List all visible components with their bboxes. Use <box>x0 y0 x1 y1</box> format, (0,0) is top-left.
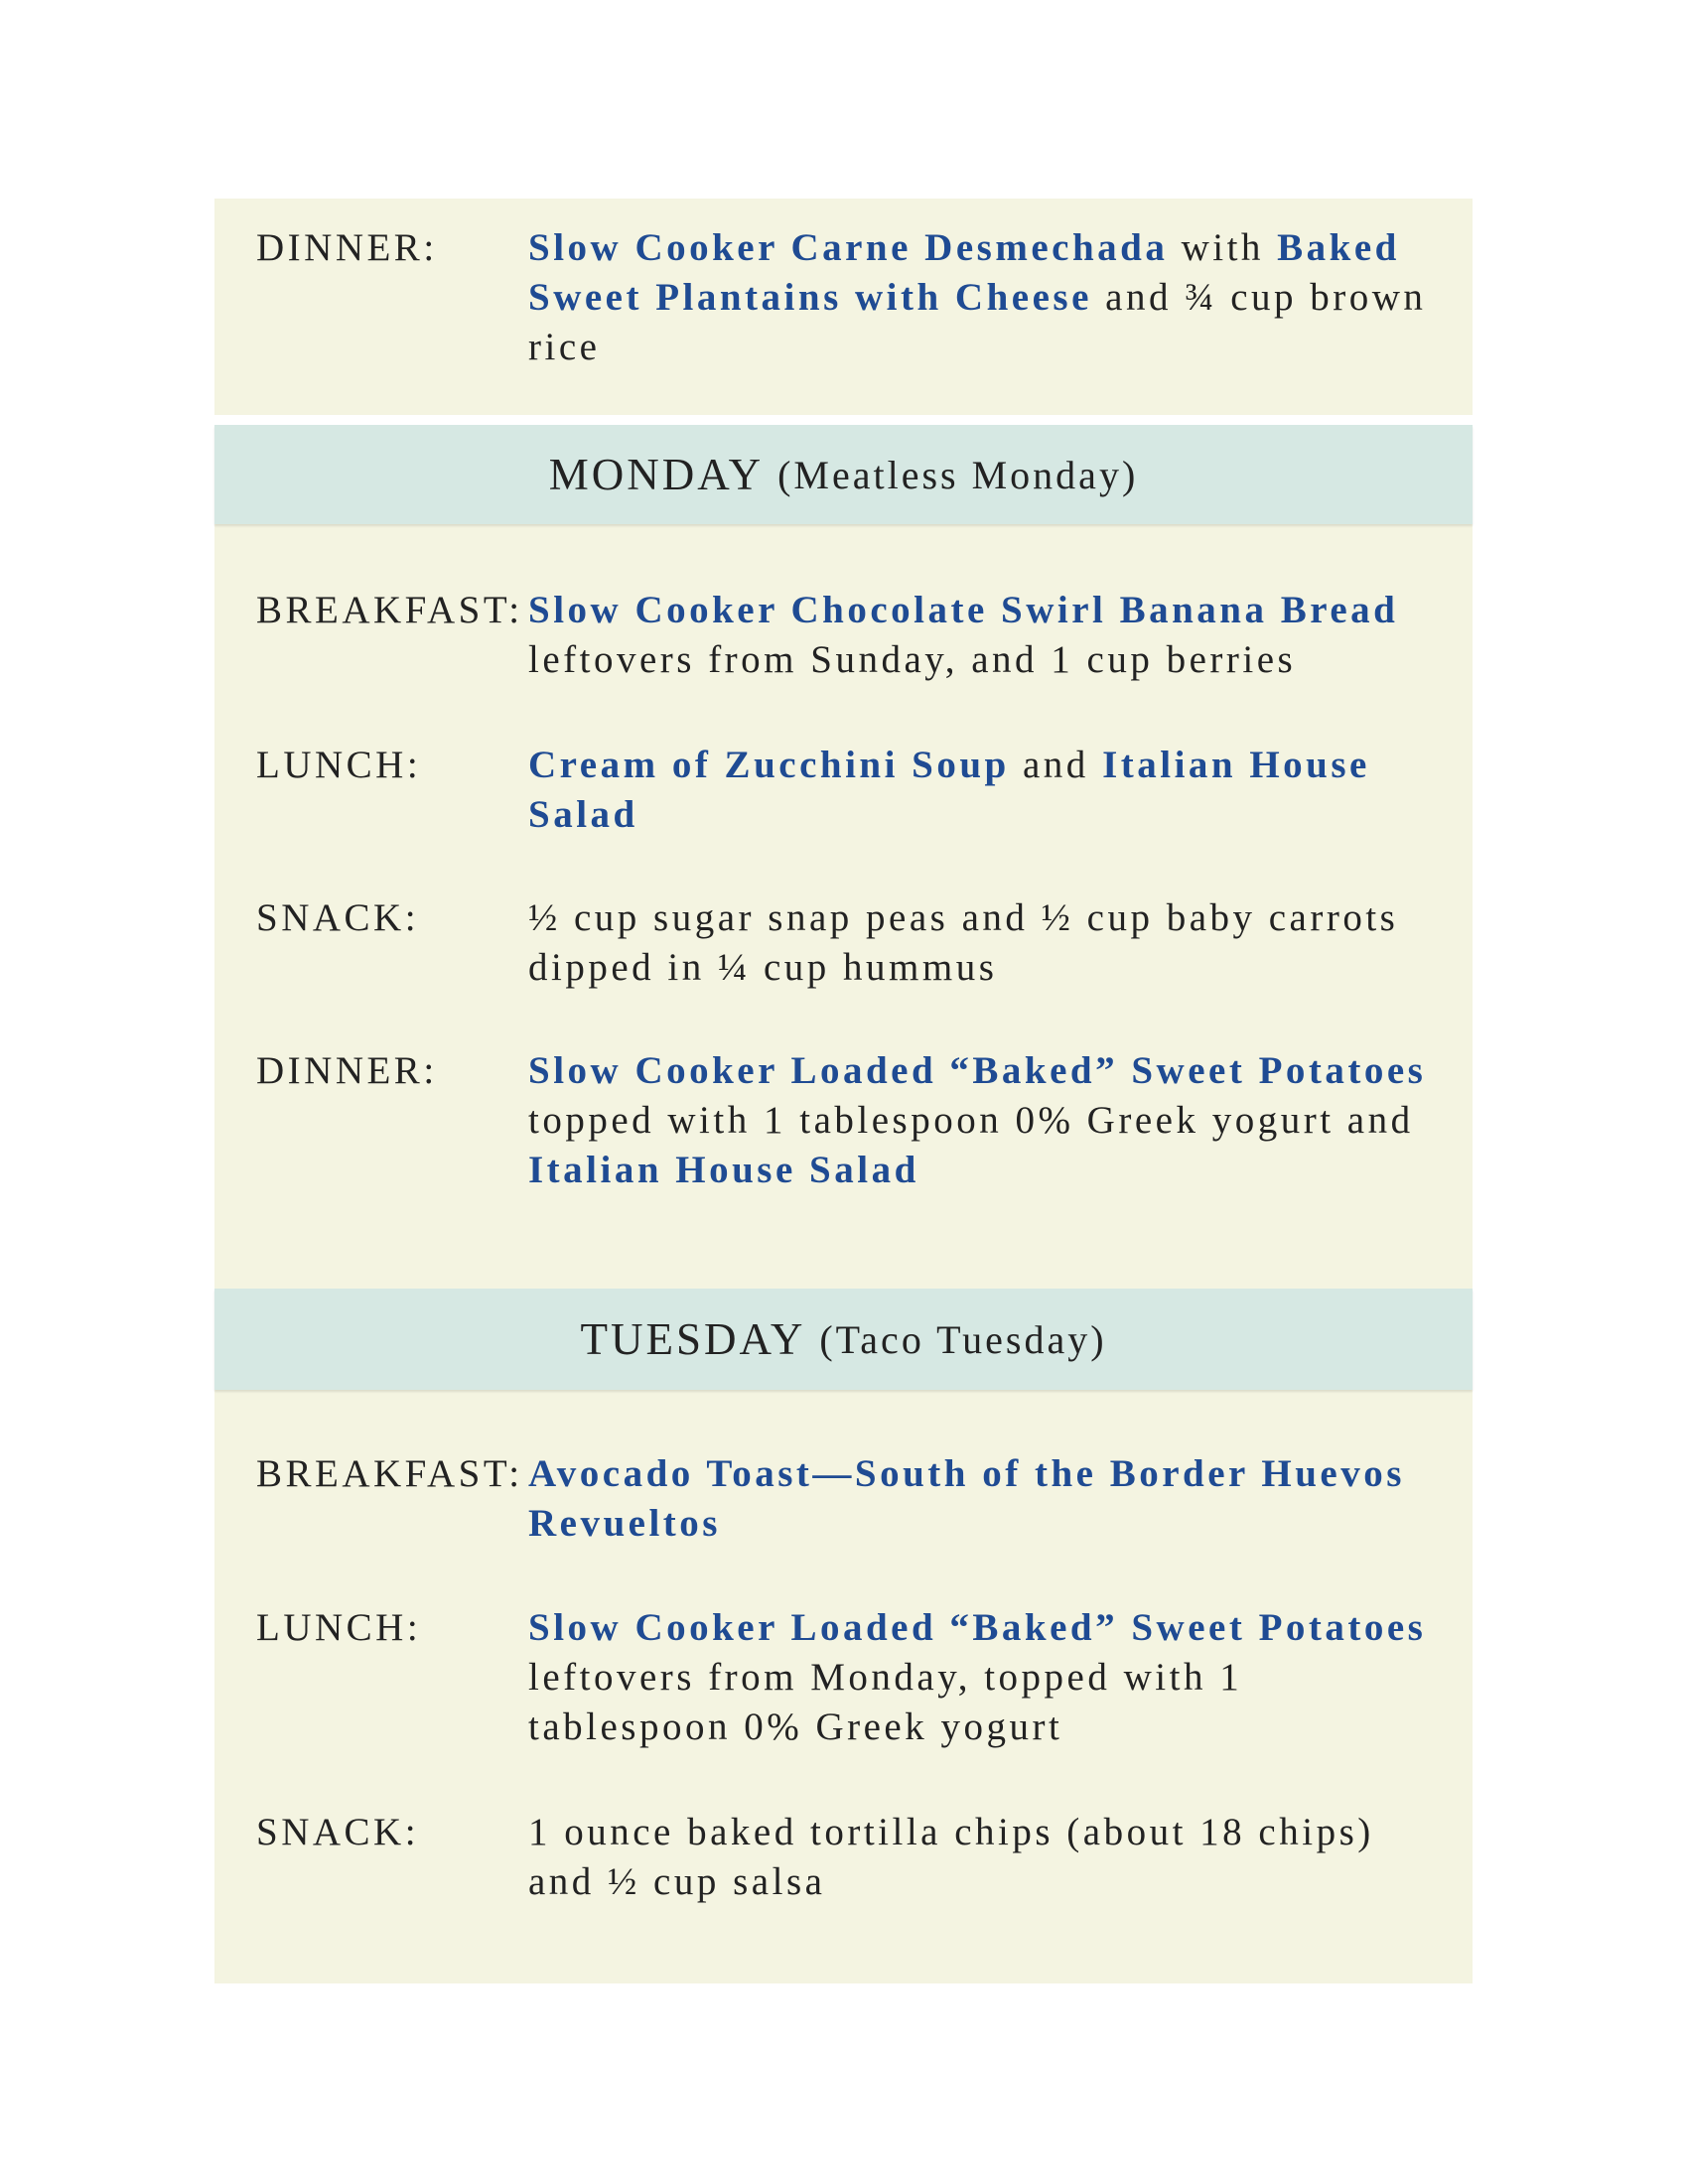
meal-row-snack <box>214 893 1473 993</box>
meal-row-lunch <box>214 1603 1473 1752</box>
meal-text-part: and ¾ cup brown rice <box>528 276 1427 368</box>
meal-description <box>528 223 1473 372</box>
day-name: TUESDAY <box>580 1314 806 1364</box>
tuesday-meal-block <box>214 1390 1473 1983</box>
meal-text-part: and <box>1009 744 1103 786</box>
section-gap <box>214 415 1473 425</box>
recipe-link[interactable]: Avocado Toast—South of the Border Huevos Revueltos <box>528 1452 1405 1545</box>
meal-label: BREAKFAST: <box>256 1452 523 1495</box>
meal-description <box>528 586 1473 685</box>
meal-label: BREAKFAST: <box>256 589 523 631</box>
day-theme: (Meatless Monday) <box>777 452 1139 497</box>
recipe-link[interactable]: Slow Cooker Loaded “Baked” Sweet Potatoes <box>528 1606 1427 1649</box>
intro-meal-block <box>214 199 1473 415</box>
meal-description <box>528 1046 1473 1195</box>
meal-row-lunch <box>214 741 1473 840</box>
recipe-link[interactable]: Italian House Salad <box>528 1149 919 1191</box>
meal-description <box>528 741 1473 840</box>
meal-description <box>528 1449 1473 1549</box>
meal-row-dinner <box>214 199 1473 372</box>
recipe-link[interactable]: Slow Cooker Loaded “Baked” Sweet Potatoes <box>528 1049 1427 1092</box>
meal-description: 1 ounce baked tortilla chips (about 18 chips) and ½ cup salsa <box>528 1811 1374 1903</box>
recipe-link[interactable]: Slow Cooker Carne Desmechada <box>528 226 1169 269</box>
recipe-link[interactable]: Italian House Salad <box>528 744 1370 836</box>
meal-text-part: topped with 1 tablespoon 0% Greek yogurt and <box>528 1099 1414 1142</box>
meal-row-breakfast <box>214 1449 1473 1549</box>
meal-row-snack <box>214 1808 1473 1907</box>
meal-label: SNACK: <box>256 1811 420 1853</box>
day-theme: (Taco Tuesday) <box>819 1316 1107 1362</box>
meal-description: ½ cup sugar snap peas and ½ cup baby carrots dipped in ¼ cup hummus <box>528 896 1399 989</box>
meal-description <box>528 1603 1473 1752</box>
meal-label: LUNCH: <box>256 1606 422 1649</box>
meal-plan-sheet <box>214 199 1473 1983</box>
meal-label: LUNCH: <box>256 744 422 786</box>
recipe-link[interactable]: Baked Sweet Plantains with Cheese <box>528 226 1400 319</box>
meal-text-part: leftovers from Monday, topped with 1 tablespoon 0% Greek yogurt <box>528 1656 1243 1748</box>
meal-row-breakfast <box>214 586 1473 685</box>
day-header-monday <box>214 425 1473 524</box>
recipe-link[interactable]: Cream of Zucchini Soup <box>528 744 1010 786</box>
day-header-tuesday <box>214 1289 1473 1390</box>
meal-label: DINNER: <box>256 1049 438 1092</box>
meal-text-part: with <box>1168 226 1278 269</box>
meal-label: DINNER: <box>256 226 438 269</box>
recipe-link[interactable]: Slow Cooker Chocolate Swirl Banana Bread <box>528 589 1399 631</box>
monday-meal-block <box>214 524 1473 1289</box>
meal-text-part: leftovers from Sunday, and 1 cup berries <box>528 638 1297 681</box>
meal-row-dinner <box>214 1046 1473 1195</box>
meal-label: SNACK: <box>256 896 420 939</box>
day-name: MONDAY <box>548 450 765 499</box>
